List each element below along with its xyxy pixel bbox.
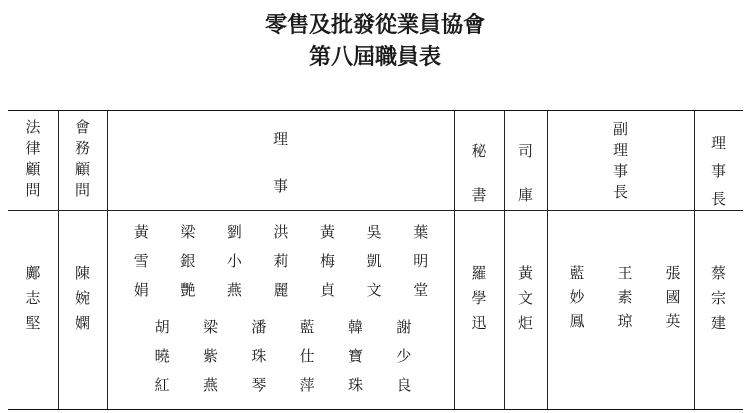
director-name-char: 藍	[299, 318, 315, 336]
name-char: 素	[617, 288, 633, 306]
header-char: 法	[25, 118, 41, 136]
header-directors	[107, 129, 454, 197]
name-char: 國	[665, 288, 681, 306]
name-char: 志	[25, 289, 41, 307]
name-char: 嫻	[74, 314, 90, 332]
name-char: 張	[665, 264, 681, 282]
director-name-char: 珠	[347, 376, 363, 394]
directors-group-1	[118, 221, 444, 300]
director-name-char: 燕	[226, 281, 242, 299]
director-name-char: 少	[396, 347, 412, 365]
header-char: 副	[612, 120, 628, 138]
header-char: 事	[612, 162, 628, 180]
vice-chairman-name	[649, 261, 697, 333]
header-treasurer	[504, 129, 547, 217]
director-name-char: 珠	[251, 347, 267, 365]
vice-chairman-name	[601, 261, 649, 333]
header-char: 問	[74, 181, 90, 199]
header-directors-char: 事	[272, 177, 288, 195]
director-name-char: 貞	[320, 281, 336, 299]
document-title: 零售及批發從業員協會	[264, 13, 485, 38]
vice-chairman-name	[553, 261, 601, 333]
director-name-char: 吳	[366, 223, 382, 241]
directors-group-2	[138, 316, 428, 395]
name-char: 炬	[517, 314, 533, 332]
name-char: 文	[517, 289, 533, 307]
director-name-char: 堂	[413, 281, 429, 299]
director-name-char: 雪	[133, 252, 149, 270]
header-char: 顧	[74, 160, 90, 178]
director-name-char: 琴	[251, 376, 267, 394]
header-char: 事	[710, 162, 726, 180]
header-char: 長	[612, 183, 628, 201]
name-char: 鳳	[569, 312, 585, 330]
name-char: 蔡	[710, 264, 726, 282]
chairman-name	[694, 261, 743, 336]
name-char: 黃	[517, 264, 533, 282]
header-char: 理	[612, 141, 628, 159]
name-char: 王	[617, 264, 633, 282]
name-char: 藍	[569, 264, 585, 282]
director-name-char: 小	[226, 252, 242, 270]
director-name-char: 謝	[396, 318, 412, 336]
director-name-char: 胡	[154, 318, 170, 336]
header-vice-chairman	[547, 119, 694, 203]
name-char: 宗	[710, 289, 726, 307]
director-name-char: 燕	[202, 376, 218, 394]
affairs-advisor-name	[58, 261, 107, 336]
director-name-char: 黃	[320, 223, 336, 241]
header-secretary	[454, 129, 504, 217]
director-name-char: 娟	[133, 281, 149, 299]
header-divider	[8, 210, 743, 211]
header-char: 問	[25, 181, 41, 199]
header-affairs-advisor	[58, 117, 107, 201]
director-name-char: 洪	[273, 223, 289, 241]
header-legal-advisor	[8, 117, 58, 201]
director-name-char: 梁	[202, 318, 218, 336]
director-name-char: 文	[366, 281, 382, 299]
header-char: 會	[74, 118, 90, 136]
director-name-char: 麗	[273, 281, 289, 299]
header-char: 司	[517, 142, 533, 160]
legal-advisor-name	[8, 261, 58, 336]
director-name-char: 莉	[273, 252, 289, 270]
name-char: 迅	[471, 314, 487, 332]
director-name-char: 明	[413, 252, 429, 270]
director-name-char: 銀	[180, 252, 196, 270]
director-name-char: 潘	[251, 318, 267, 336]
name-char: 學	[471, 289, 487, 307]
header-char: 長	[710, 190, 726, 208]
director-name-char: 艷	[180, 281, 196, 299]
secretary-name	[454, 261, 504, 336]
director-name-char: 梁	[180, 223, 196, 241]
director-name-char: 葉	[413, 223, 429, 241]
director-name-char: 良	[396, 376, 412, 394]
name-char: 鄺	[25, 264, 41, 282]
director-name-char: 紅	[154, 376, 170, 394]
header-chairman	[694, 129, 743, 213]
director-name-char: 萍	[299, 376, 315, 394]
director-name-char: 寶	[347, 347, 363, 365]
treasurer-name	[504, 261, 547, 336]
header-char: 書	[471, 186, 487, 204]
director-name-char: 仕	[299, 347, 315, 365]
header-char: 庫	[517, 186, 533, 204]
name-char: 琼	[617, 312, 633, 330]
director-name-char: 韓	[347, 318, 363, 336]
director-name-char: 紫	[202, 347, 218, 365]
director-name-char: 梅	[320, 252, 336, 270]
name-char: 堅	[25, 314, 41, 332]
officers-table	[8, 110, 743, 410]
vice-chairmen-names	[553, 261, 697, 333]
name-char: 陳	[74, 264, 90, 282]
director-name-char: 劉	[226, 223, 242, 241]
header-char: 律	[25, 139, 41, 157]
header-char: 秘	[471, 142, 487, 160]
name-char: 婉	[74, 289, 90, 307]
header-char: 理	[710, 134, 726, 152]
header-char: 顧	[25, 160, 41, 178]
name-char: 羅	[471, 264, 487, 282]
name-char: 英	[665, 312, 681, 330]
director-name-char: 曉	[154, 347, 170, 365]
header-directors-char: 理	[272, 130, 288, 148]
header-char: 務	[74, 139, 90, 157]
name-char: 建	[710, 314, 726, 332]
director-name-char: 黃	[133, 223, 149, 241]
document-subtitle: 第八屆職員表	[308, 45, 441, 70]
director-name-char: 凱	[366, 252, 382, 270]
name-char: 妙	[569, 288, 585, 306]
